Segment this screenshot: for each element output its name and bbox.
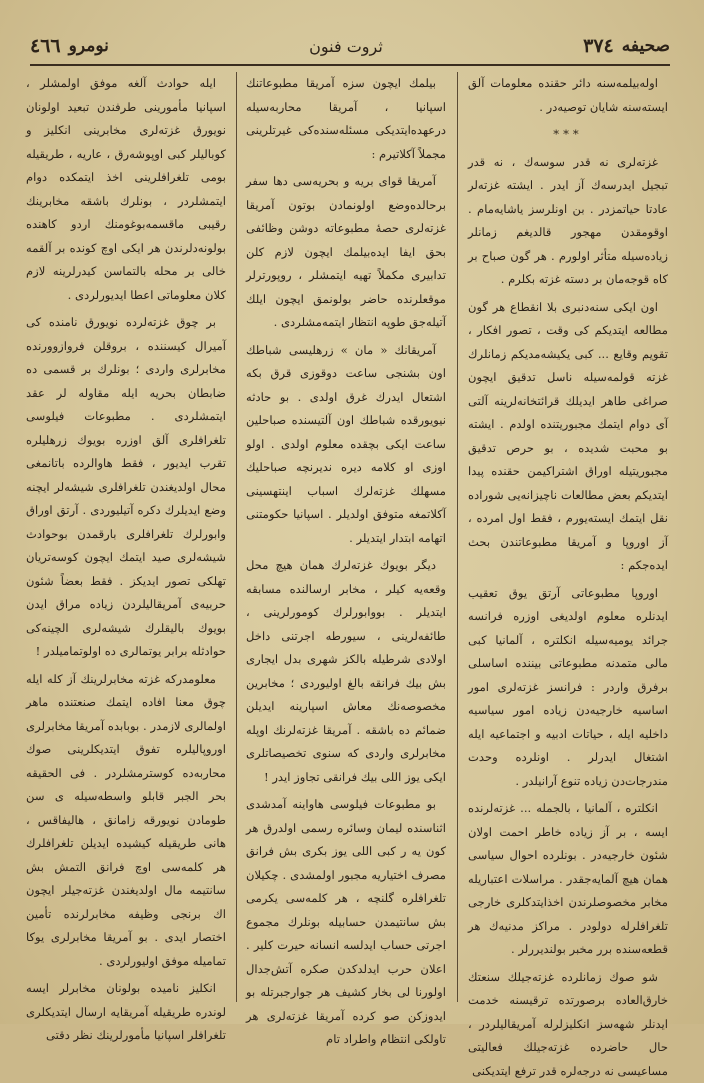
paragraph: بر چوق غزته‌لرده نویورق نامنده کی آمیرال کیسننده ، بروقلن فروازوورنده مخابرلری واردی ؛ بونلرك بر قسمی ده ضابطان بحریه ایله مقاوله لر عقد ایتمشلردی . مطبوعات فیلوسی تلغرافلری آلق اوزره بویوك زرهلیلره تقرب ایدیور ، فقط هاوالرده باتانمغی محال اولدیغندن تلغرافلری شیشه‌لر ایچنه وضع ایدیلرك دکره آتیلیوردی . آرتق اوراق وابورلرك تلغرافلری بارقمدن بوحوادث شیشه‌لری صید ایتمك ایچون کوسه‌تریان تهلکی تصور ایدیکز . فقط بعضاً شئون حربیه‌ی آمریقالیلردن زیاده مراق ایدن بویوك بالیقلرك شیشه‌لری الچینه‌کی حوادثله برابر یوتمالری ده اولوتمامیلدر !	[26, 311, 226, 664]
paragraph: غزته‌لری نه قدر سوسه‌ك ، نه قدر تبجیل ایدرسه‌ك آز ایدر . ایشته غزته‌لر عادتا حیاتمزدر . بن اونلرسز یاشایه‌مام . اوقومقدن مهجور قالدیغم زمانلر زیاده‌سیله متأثر اولورم . هر گون صباح بر کاه قوجه‌مان بر دسته غزته بکلرم .	[468, 151, 668, 292]
paragraph: بو مطبوعات فیلوسی هاواینه آمدشدی اثناسنده لیمان وسائره رسمی اولدرق هر کون یه ر کبی اللی یوز بکری بش فرانق مصرف اختیاریه مجبور اولمشدی . چکیلان تلغرافلره گلنچه ، هر کلمه‌سی یکرمی بش سانتیمدن حسابیله بونلرك مجموع اجرتی حساب ایدلسه انسانه حیرت کلیر . اعلان حرب ایدلدکدن صکره آتش‌جدال اولورنا لی بخار کشیف هر جوارجبرتله بو ایدوزکن صو کرده آمریقا غزته‌لری هر تاولکی انتظام واطراد تام	[246, 793, 446, 1052]
paragraph: اوله‌بیلمه‌سنه دائر حقنده معلومات آلق ایسته‌سنه شایان توصیه‌در .	[468, 72, 668, 119]
paragraph: معلومدرکه غزته مخابرلرینك آز کله ایله چوق معنا افاده ایتمك صنعتنده ماهر اولمالری لازمدر . بوبابده آمریقا مخابرلری اوروپالیلره تفوق ایتدیکلرینی صوك محاربه‌ده کوسترمشلردر . فی الحقیقه بحر الجبر قابلو واسطه‌سیله ی سن طومادن نویورقه زامانق ، هالیفاقس ، هانی طریقیله کیشیده ایدیلن تلغرافلرك هر کلمه‌سی اوچ فرانق التمش بش سانتیمه مال اولدیغندن غزته‌جیلر ایچون اك برنجی وظیفه مخابرلرنده تأمین اختصار ایدی . بو آمریقا مخابرلری یوکا تمامیله موفق اولیورلردی .	[26, 668, 226, 974]
column-left	[26, 72, 226, 1002]
paragraph: شو صوك زمانلرده غزته‌جیلك سنعتك خارق‌العاده برصورتده ترقیسنه خدمت ایدنلر شهه‌سز انکلیزلرله آمریقالیلردر ، حال حاضرده غزته‌جیلك فعالیتی مساعیسی نه درجه‌لره قدر ترفع ایتدیکنی	[468, 966, 668, 1083]
column-divider-right	[457, 72, 458, 1002]
paragraph: اوروپا مطبوعاتی آرتق یوق تعقیب ایدنلره معلوم اولدیغی اوزره فرانسه جرائد یومیه‌سیله انکلتره ، آلمانیا کبی مالی متمدنه مطبوعاتی بیننده اساسلی برفرق واردر : فرانسز غزته‌لری امور اساسیه خارجیه‌دن زیاده امور سیاسیه داخلیه ایله ، حیاتات ادبیه و اجتماعیه ایله اشتغال ایدرلر . اونلرده وحدت مندرجات‌دن زیاده تنوع آرانیلدر .	[468, 582, 668, 794]
page-number-block	[583, 35, 670, 57]
column-divider-left	[236, 72, 237, 1002]
section-separator: ***	[468, 123, 668, 147]
paragraph: ایله حوادث آلغه موفق اولمشلر ، اسپانیا مأمورینی طرفندن تبعید اولونان نویورق غزته‌لری مخابرینی انکلیز و کوبالیلر کبی اوپوشه‌رق ، عاریه ، طریقیله بومی تلغرافلرینی اخذ ایتمکده دوام ایتمشلردر ، بونلرك باشقه مخابرینك رقیبی ماقسمه‌بوغومنك اردو کاهنده بولونه‌دلرندن هر ایکی اوچ کونده بر آلقمه خالی بر محله بالتماسن کیدرلرینه لازم کلان معلوماتی اعطا ایدیورلردی .	[26, 72, 226, 307]
page-header	[30, 28, 670, 66]
paragraph: آمریقانك « مان » زرهلیسی شباطك اون بشنجی ساعت دوقوزی قرق بکه اشتعال ایدرك غرق اولدی . بو حادثه نیویورقده شباطك اون آلتیسنده صباحلین ساعت ایکی بچقده معلوم اولدی . اولو اوزی او کلامه دیره ندیرنچه صباحلیك مسهلك غزته‌لرك اسباب اینتهسینی آکلاتمغه متوفق اولدیلر . اسپانیا حکومتنی اتهامه ابتدار ایتدیلر .	[246, 339, 446, 551]
issue-label: نومرو	[69, 36, 109, 56]
column-middle	[246, 72, 446, 1002]
paragraph: انکلیز نامیده بولونان مخابرلر ایسه لوندره طریقیله آمریقایه ارسال ایتدیکلری تلغرافلر اسپانیا مأمورلرینك نظر دقتی	[26, 977, 226, 1048]
paragraph: دیگر بویوك غزته‌لرك همان هیچ محل وقعه‌یه کیلر ، مخابر ارسالنده مسابقه ایتدیلر . بووابورلرك کومورلرینی ، طائفه‌لرینی ، سیورطه اجرتنی داخل اولادی شرطیله بالکز شهری بدل ایجاری بش بیك فرانقه بالغ اولیوردی ؛ مخابرین مخصوصه‌نك معاش اسپارینه ایدیلن ضمائم ده باشقه . آمریقا غزته‌لرنك اوپله مخابرلری واردی که سنوی تخصیصاتلری ایکی یوز اللی بیك فرانقی تجاوز ایدر !	[246, 554, 446, 789]
paragraph: آمریقا قوای بریه و بحریه‌سی دها سفر برحالده‌وضع اولونمادن بوتون آمریقا غزته‌لری حصهٔ مطبوعاته دوشن وظائفی بحق ایفا ایده‌بیلمك ایچون لازم کلن تدابیری مکملاً تهیه ایتمشلر ، روپورترلر موقعلرنده حاضر بولونمق ایچون ایلك آتیله‌جق طوپه انتظار ایتمه‌مشلردی .	[246, 170, 446, 335]
paragraph: بیلمك ایچون سزه آمریقا مطبوعاتنك اسپانیا ، آمریقا محاربه‌سیله درعهده‌ایتدیکی مسئله‌سنده‌کی غیرتلرینی مجملاً آکلاتیرم :	[246, 72, 446, 166]
page-number: ٣٧٤	[583, 35, 614, 57]
issue-number-block	[30, 35, 109, 57]
paragraph: اون ایکی سنه‌دنبری بلا انقطاع هر گون مطالعه ایتدیکم کی وقت ، تصور افکار ، تقویم وقایع ... کبی یکیشه‌مدیکم زمانلرك غزته قولمه‌سیله ناسل تدقیق ایچون صراغی طاهر ایدیلك قرائتخانه‌لرینه آلتی آی دوام ایتمك مجبوریتنده اولدم . ایشته بو محبت شدیده ، بو حرص تدقیق مجبوریتیله اوراق اشتراکیمن حقنده پیدا ایتدیکم بعض مطالعات ناچیزانه‌یی شوراده نقل ایتمك ایسته‌یورم ، فقط اول امرده ، آز اوروپا و آمریقا مطبوعاتندن بحث ایده‌جکم :	[468, 296, 668, 578]
page-label: صحیفه	[622, 36, 670, 56]
paragraph: انکلتره ، آلمانیا ، بالجمله ... غزته‌لرنده ایسه ، بر آز زیاده خاطر احمت اولان شئون خارجیه‌در . بونلرده احوال سیاسی همان هیچ آلمایه‌جقدر . مراسلات اعتباریله مخابر مخصوصلرندن اخذایتدکلری خارجی تلغرافلرله دولودر . مراکز مدنیه‌ك هر قطعه‌سنده برر مخبر بولندیررلر .	[468, 797, 668, 962]
journal-title: ثروت فنون	[309, 37, 383, 56]
column-right	[468, 72, 668, 1002]
issue-number: ٤٦٦	[30, 35, 61, 57]
